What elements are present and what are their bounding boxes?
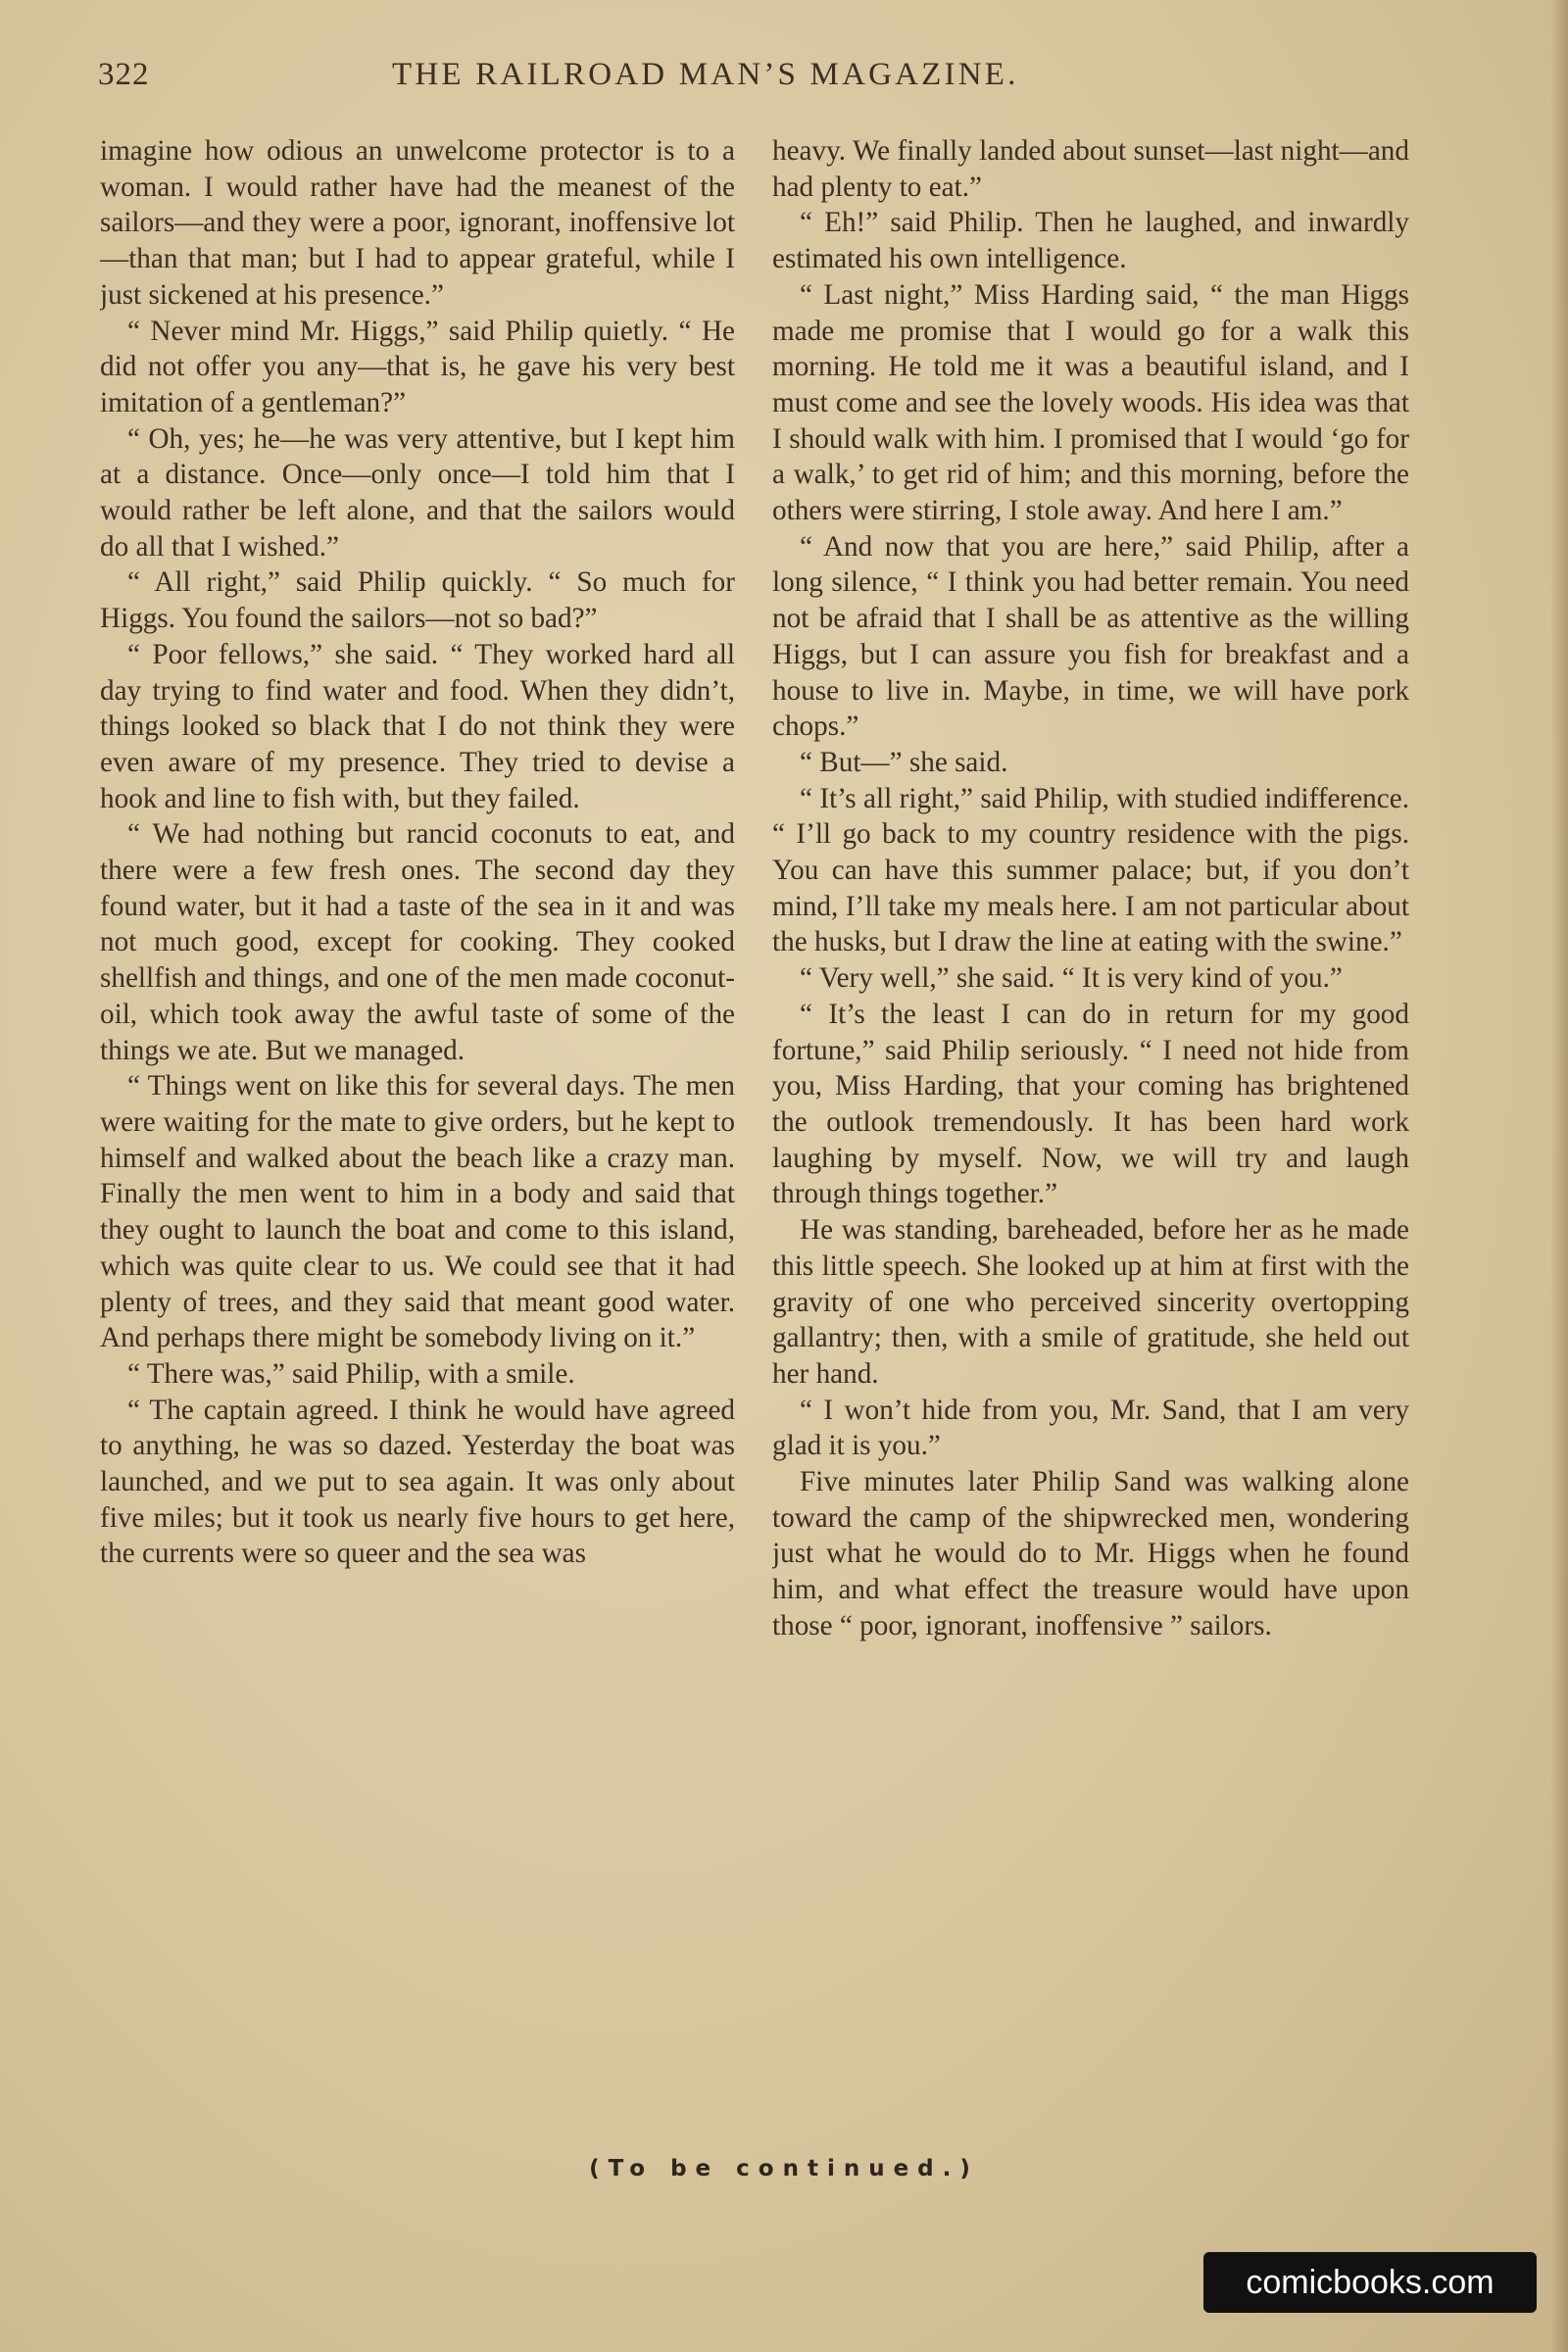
paragraph: imagine how odious an unwelcome protector is to a woman. I would rather have had the meanest of the sailors—and they were a poor, ignorant, inoffensive lot—than that man; but I had to appear grateful, while I just sickened at his presence.” <box>100 135 735 311</box>
paragraph: “ All right,” said Philip quickly. “ So much for Higgs. You found the sailors—not so bad?” <box>100 566 735 635</box>
paragraph: heavy. We finally landed about sunset—last night—and had plenty to eat.” <box>772 135 1409 203</box>
page-number: 322 <box>98 57 150 92</box>
page-header <box>98 57 1490 104</box>
paragraph: “ Last night,” Miss Harding said, “ the man Higgs made me promise that I would go for a walk this morning. He told me it was a beautiful island, and I must come and see the lovely woods. His idea was that I should walk with him. I promised that I would ‘go for a walk,’ to get rid of him; and this morning, before the others were stirring, I stole away. And here I am.” <box>772 278 1409 527</box>
paragraph: “ And now that you are here,” said Philip, after a long silence, “ I think you had better remain. You need not be afraid that I shall be as attentive as the willing Higgs, but I can assure you fish for breakfast and a house to live in. Maybe, in time, we will have pork chops.” <box>772 530 1409 743</box>
paragraph: “ Very well,” she said. “ It is very kind of you.” <box>800 962 1343 995</box>
paragraph: Five minutes later Philip Sand was walking alone toward the camp of the shipwrecked men, wondering just what he would do to Mr. Higgs when he found him, and what effect the treasure would have upon those “ poor, ignorant, inoffensive ” sailors. <box>772 1466 1409 1642</box>
paragraph: “ But—” she said. <box>800 746 1008 778</box>
paragraph: “ I won’t hide from you, Mr. Sand, that I am very glad it is you.” <box>772 1394 1409 1462</box>
paragraph: “ There was,” said Philip, with a smile. <box>127 1357 575 1390</box>
paragraph: “ Poor fellows,” she said. “ They worked hard all day trying to find water and food. When they didn’t, things looked so black that I do not think they were even aware of my presence. They tried to devise a hook and line to fish with, but they failed. <box>100 638 735 814</box>
page-edge-shadow <box>1550 0 1568 2352</box>
left-column <box>100 133 735 2152</box>
paragraph: “ Never mind Mr. Higgs,” said Philip quietly. “ He did not offer you any—that is, he gave his very best imitation of a gentleman?” <box>100 315 735 418</box>
paragraph: “ It’s the least I can do in return for my good fortune,” said Philip seriously. “ I need not hide from you, Miss Harding, that your coming has brightened the outlook tremendously. It has been hard work laughing by myself. Now, we will try and laugh through things together.” <box>772 998 1409 1210</box>
watermark-text: comicbooks.com <box>1246 2263 1494 2301</box>
paragraph: “ It’s all right,” said Philip, with studied indifference. “ I’ll go back to my country residence with the pigs. You can have this summer palace; but, if you don’t mind, I’ll take my meals here. I am not particular about the husks, but I draw the line at eating with the swine.” <box>772 782 1409 958</box>
paragraph: “ Things went on like this for several days. The men were waiting for the mate to give orders, but he kept to himself and walked about the beach like a crazy man. Finally the men went to him in a body and said that they ought to launch the boat and come to this island, which was quite clear to us. We could see that it had plenty of trees, and they said that meant good water. And perhaps there might be somebody living on it.” <box>100 1070 735 1354</box>
paragraph: “ The captain agreed. I think he would have agreed to anything, he was so dazed. Yesterday the boat was launched, and we put to sea again. It was only about five miles; but it took us nearly five hours to get here, the currents were so queer and the sea was <box>100 1394 735 1570</box>
site-watermark <box>1203 2252 1537 2313</box>
paragraph: “ Eh!” said Philip. Then he laughed, and inwardly estimated his own intelligence. <box>772 207 1409 275</box>
running-title: THE RAILROAD MAN’S MAGAZINE. <box>392 57 1019 92</box>
paragraph: “ Oh, yes; he—he was very attentive, but I kept him at a distance. Once—only once—I told him that I would rather be left alone, and that the sailors would do all that I wished.” <box>100 422 735 563</box>
paragraph: He was standing, bareheaded, before her as he made this little speech. She looked up at him at first with the gravity of one who perceived sincerity overtopping gallantry; then, with a smile of gratitude, she held out her hand. <box>772 1214 1409 1390</box>
to-be-continued-note: (To be continued.) <box>589 2156 979 2181</box>
right-column <box>772 133 1409 2152</box>
paragraph: “ We had nothing but rancid coconuts to eat, and there were a few fresh ones. The second day they found water, but it had a taste of the sea in it and was not much good, except for cooking. They cooked shellfish and things, and one of the men made coconut-oil, which took away the awful taste of some of the things we ate. But we managed. <box>100 818 735 1066</box>
